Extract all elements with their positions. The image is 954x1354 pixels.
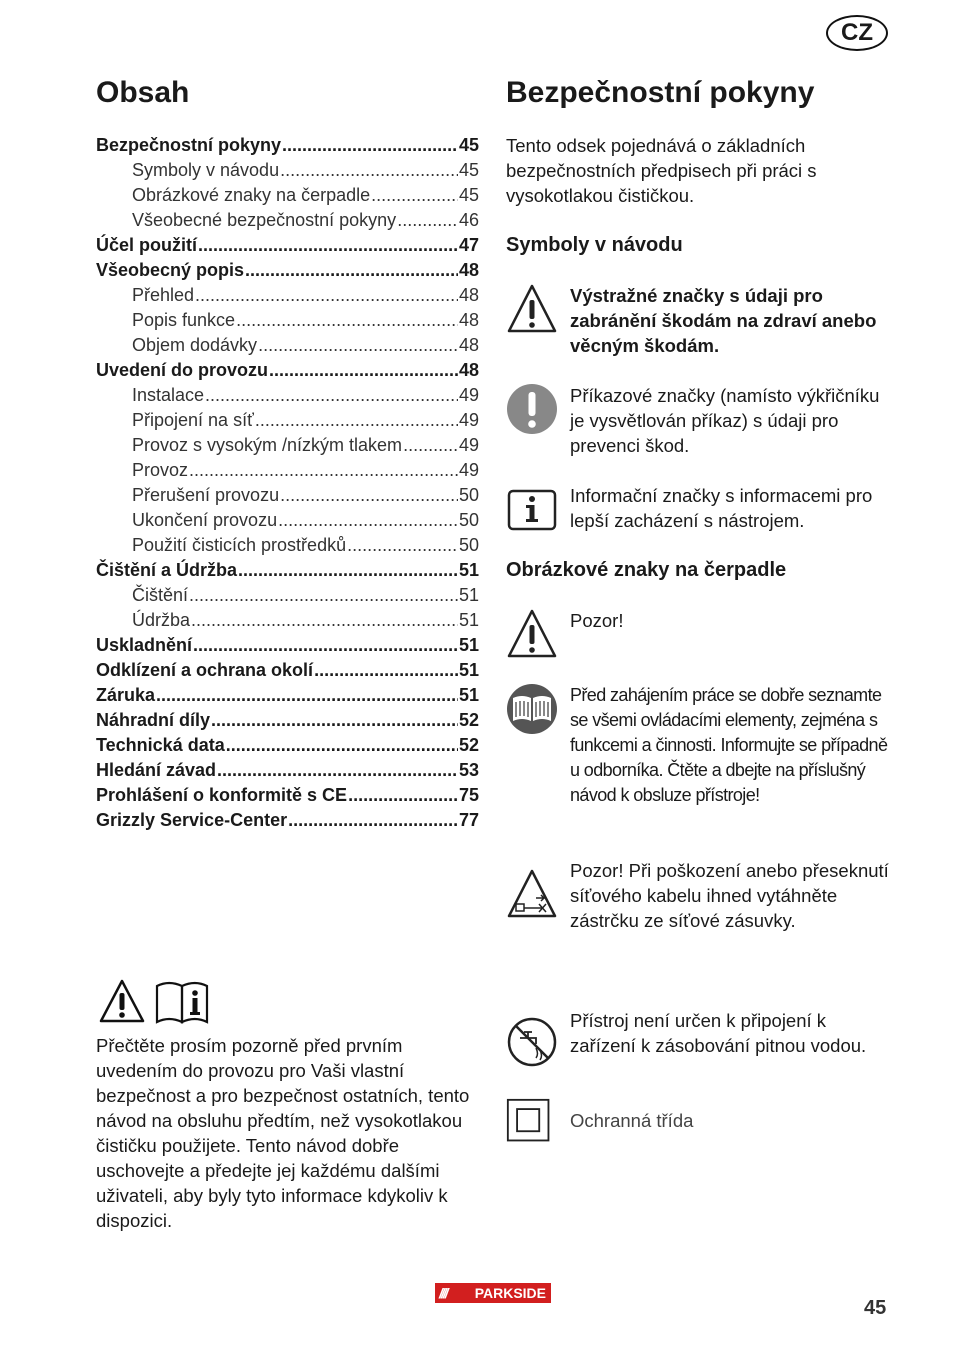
toc-subentry (96, 458, 479, 483)
toc-subentry (96, 483, 479, 508)
toc-page: 51 (458, 560, 479, 580)
section-title: Bezpečnostní pokyny (506, 76, 815, 109)
toc-subentry (96, 408, 479, 433)
toc-page: 49 (458, 460, 479, 480)
toc-label: Odklízení a ochrana okolí (96, 660, 314, 680)
warning-triangle-icon (506, 283, 558, 335)
pump-sign-protection (506, 1108, 891, 1158)
toc-label: Provoz s vysokým /nízkým tlakem (132, 435, 403, 455)
toc-leader (288, 808, 458, 833)
toc-label: Záruka (96, 685, 156, 705)
no-drinking-water-icon (506, 1016, 558, 1068)
toc-subentry (96, 533, 479, 558)
toc-label: Čištění (132, 585, 189, 605)
pump-sign-manual (506, 683, 891, 833)
toc-entry (96, 133, 479, 158)
toc-leader (255, 408, 458, 433)
pump-sign-water (506, 1008, 891, 1088)
toc-page: 48 (458, 310, 479, 330)
toc-label: Hledání závad (96, 760, 217, 780)
toc-label: Bezpečnostní pokyny (96, 135, 282, 155)
toc-entry (96, 558, 479, 583)
toc-label: Připojení na síť (132, 410, 254, 430)
toc-subentry (96, 208, 479, 233)
toc-page: 49 (458, 385, 479, 405)
toc-page: 48 (458, 260, 479, 280)
toc-page: 51 (458, 660, 479, 680)
toc-leader (198, 233, 458, 258)
toc-entry (96, 633, 479, 658)
toc-leader (211, 708, 458, 733)
toc-page: 51 (458, 685, 479, 705)
pump-sign-caution (506, 608, 891, 660)
toc-label: Objem dodávky (132, 335, 258, 355)
toc-leader (347, 533, 458, 558)
pump-sign-text: Před zahájením práce se dobře seznamte se všemi ovládacími elementy, zejména s funkcemi a činnosti. Informujte se případně u odborníka. Čtěte a dbejte na příslušný návod k obsluze přístroje! (570, 685, 888, 805)
toc-label: Obrázkové znaky na čerpadle (132, 185, 371, 205)
cable-damage-icon (506, 868, 558, 920)
symbol-mandatory (506, 383, 891, 456)
toc-subentry (96, 508, 479, 533)
toc-leader (236, 308, 458, 333)
toc-page: 46 (458, 210, 479, 230)
toc-page: 50 (458, 485, 479, 505)
symbol-text: Příkazové značky (namísto výkřičníku je vysvětlován příkaz) s údaji pro prevenci škod. (570, 385, 880, 456)
toc-label: Grizzly Service-Center (96, 810, 288, 830)
toc-leader (205, 383, 458, 408)
info-box-icon (506, 483, 558, 535)
brand-name: PARKSIDE (474, 1285, 546, 1301)
toc-leader (226, 733, 458, 758)
toc-leader (314, 658, 458, 683)
toc-label: Prohlášení o konformitě s CE (96, 785, 348, 805)
toc-leader (371, 183, 458, 208)
protection-class-icon (506, 1098, 554, 1146)
info-manual-icon (154, 978, 210, 1024)
symbol-warning (506, 283, 891, 356)
toc-title: Obsah (96, 76, 190, 109)
toc-entry (96, 808, 479, 833)
warning-triangle-icon (98, 978, 146, 1024)
toc-label: Instalace (132, 385, 205, 405)
toc-subentry (96, 383, 479, 408)
toc-leader (245, 258, 458, 283)
toc-page: 48 (458, 360, 479, 380)
toc-subentry (96, 283, 479, 308)
toc-page: 77 (458, 810, 479, 830)
toc-subentry (96, 183, 479, 208)
toc-leader (191, 608, 458, 633)
toc-label: Uvedení do provozu (96, 360, 269, 380)
toc-leader (195, 283, 458, 308)
toc-leader (156, 683, 458, 708)
toc-subentry (96, 158, 479, 183)
mandatory-exclamation-icon (506, 383, 558, 435)
toc-label: Použití čisticích prostředků (132, 535, 347, 555)
toc-page: 75 (458, 785, 479, 805)
symbol-info (506, 483, 891, 533)
toc-label: Popis funkce (132, 310, 236, 330)
toc-leader (238, 558, 458, 583)
pump-sign-text: Ochranná třída (570, 1110, 694, 1131)
toc-page: 45 (458, 160, 479, 180)
toc-label: Provoz (132, 460, 189, 480)
toc-label: Údržba (132, 610, 191, 630)
pump-sign-text: Pozor! (570, 610, 624, 631)
toc-page: 52 (458, 710, 479, 730)
toc-page: 49 (458, 410, 479, 430)
toc-leader (280, 483, 458, 508)
toc-label: Symboly v návodu (132, 160, 280, 180)
toc-page: 51 (458, 635, 479, 655)
toc-label: Technická data (96, 735, 225, 755)
table-of-contents (96, 133, 479, 833)
toc-page: 47 (458, 235, 479, 255)
toc-label: Ukončení provozu (132, 510, 278, 530)
page-number: 45 (864, 1297, 887, 1319)
toc-page: 51 (458, 610, 479, 630)
language-badge: CZ (826, 15, 888, 51)
toc-page: 45 (458, 135, 479, 155)
toc-label: Účel použití (96, 235, 198, 255)
toc-leader (269, 358, 458, 383)
toc-entry (96, 733, 479, 758)
toc-page: 51 (458, 585, 479, 605)
toc-leader (278, 508, 458, 533)
toc-page: 48 (458, 335, 479, 355)
toc-leader (403, 433, 458, 458)
toc-label: Všeobecný popis (96, 260, 245, 280)
toc-page: 50 (458, 510, 479, 530)
toc-entry (96, 658, 479, 683)
toc-entry (96, 258, 479, 283)
brand-logo (435, 1283, 551, 1303)
safety-notice: Přečtěte prosím pozorně před prvním uvedením do provozu pro Vaši vlastní bezpečnost a pro bezpečnost ostatních, tento návod na obsluhu předtím, než vysokotlakou čističku použijete. Tento návod dobře uschovejte a předejte jej každému dalšími uživateli, aby byly tyto informace kdykoliv k dispozici. (96, 1035, 470, 1231)
toc-subentry (96, 583, 479, 608)
toc-label: Přerušení provozu (132, 485, 280, 505)
pump-sign-cable (506, 858, 891, 958)
toc-label: Náhradní díly (96, 710, 211, 730)
toc-leader (348, 783, 458, 808)
toc-leader (193, 633, 458, 658)
toc-leader (280, 158, 458, 183)
toc-leader (258, 333, 458, 358)
toc-page: 49 (458, 435, 479, 455)
toc-entry (96, 683, 479, 708)
symbol-text: Informační značky s informacemi pro lepší zacházení s nástrojem. (570, 485, 873, 531)
symbol-text: Výstražné značky s údaji pro zabránění škodám na zdraví anebo věcným škodám. (570, 285, 877, 356)
toc-subentry (96, 608, 479, 633)
toc-entry (96, 758, 479, 783)
toc-page: 45 (458, 185, 479, 205)
warning-triangle-icon (506, 608, 558, 660)
toc-entry (96, 233, 479, 258)
toc-leader (189, 458, 458, 483)
pump-sign-text: Přístroj není určen k připojení k zařízení k zásobování pitnou vodou. (570, 1010, 867, 1056)
toc-label: Přehled (132, 285, 195, 305)
toc-label: Uskladnění (96, 635, 193, 655)
toc-entry (96, 783, 479, 808)
toc-leader (189, 583, 458, 608)
pump-signs-heading: Obrázkové znaky na čerpadle (506, 559, 787, 581)
toc-label: Všeobecné bezpečnostní pokyny (132, 210, 397, 230)
toc-leader (397, 208, 458, 233)
toc-leader (282, 133, 458, 158)
toc-label: Čištění a Údržba (96, 560, 238, 580)
toc-entry (96, 708, 479, 733)
toc-page: 48 (458, 285, 479, 305)
toc-entry (96, 358, 479, 383)
read-manual-icon (506, 683, 558, 735)
pump-sign-text: Pozor! Při poškození anebo přeseknutí síťového kabelu ihned vytáhněte zástrčku ze síťové zásuvky. (570, 860, 889, 931)
toc-subentry (96, 433, 479, 458)
toc-page: 53 (458, 760, 479, 780)
toc-page: 52 (458, 735, 479, 755)
toc-page: 50 (458, 535, 479, 555)
intro-paragraph: Tento odsek pojednává o základních bezpečnostních předpisech při práci s vysokotlakou čističkou. (506, 135, 817, 206)
symbols-heading: Symboly v návodu (506, 234, 683, 256)
toc-subentry (96, 333, 479, 358)
brand-stripes: //// (439, 1285, 447, 1301)
toc-leader (217, 758, 458, 783)
notice-icons (98, 978, 210, 1024)
toc-subentry (96, 308, 479, 333)
